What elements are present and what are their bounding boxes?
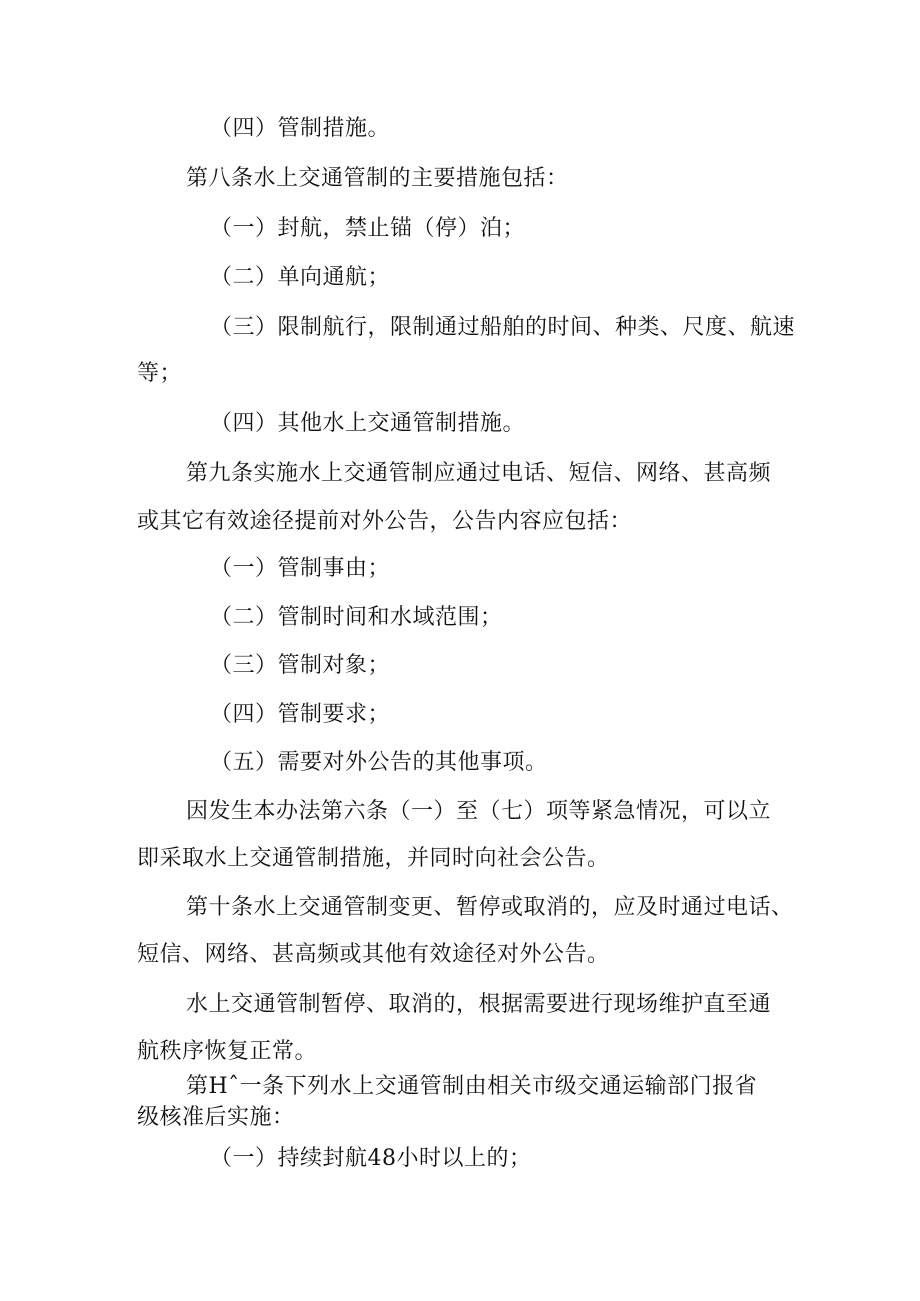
text-line: 级核准后实施： — [137, 1105, 295, 1130]
text-line: （一）管制事由； — [210, 556, 391, 581]
text-line: 即采取水上交通管制措施，并同时向社会公告。 — [137, 846, 610, 871]
text-line: 短信、网络、甚高频或其他有效途径对外公告。 — [137, 942, 610, 967]
text-line: （五）需要对外公告的其他事项。 — [210, 750, 548, 775]
text-line: 航秩序恢复正常。 — [137, 1039, 318, 1064]
article-heading: 第十条水上交通管制变更、暂停或取消的，应及时通过电话、 — [186, 895, 794, 920]
text-line: 或其它有效途径提前对外公告，公告内容应包括： — [137, 509, 633, 534]
text-line: （三）限制航行，限制通过船舶的时间、种类、尺度、航速 — [210, 315, 796, 340]
text-line: 水上交通管制暂停、取消的，根据需要进行现场维护直至通 — [186, 992, 772, 1017]
article-heading: 第八条水上交通管制的主要措施包括： — [186, 166, 569, 191]
article-heading: 第九条实施水上交通管制应通过电话、短信、网络、甚高频 — [186, 461, 772, 486]
text-line: （一）持续封航48小时以上的； — [210, 1146, 532, 1171]
text-line: 等； — [137, 361, 183, 386]
text-line: （四）其他水上交通管制措施。 — [210, 411, 526, 436]
text-line: （三）管制对象； — [210, 653, 391, 678]
text-line: （二）单向通航； — [210, 265, 391, 290]
text-line: （二）管制时间和水域范围； — [210, 605, 503, 630]
text-line: （一）封航，禁止锚（停）泊； — [210, 216, 526, 241]
article-heading: 第Hˆ一条下列水上交通管制由相关市级交通运输部门报省 — [186, 1074, 758, 1099]
text-line: 因发生本办法第六条（一）至（七）项等紧急情况，可以立 — [186, 799, 772, 824]
text-line: （四）管制措施。 — [210, 116, 391, 141]
text-line: （四）管制要求； — [210, 702, 391, 727]
